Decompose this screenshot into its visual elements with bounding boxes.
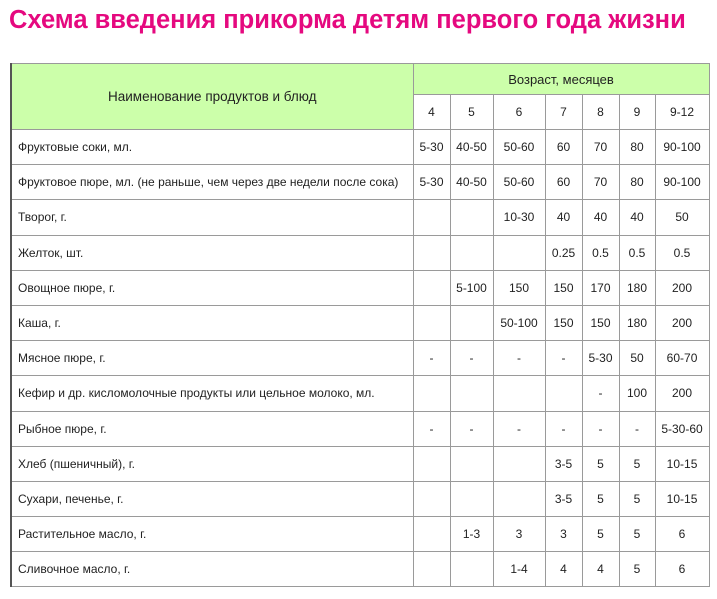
amount-cell: 6 xyxy=(655,517,709,552)
amount-cell: 5-30 xyxy=(413,165,450,200)
product-name-cell: Творог, г. xyxy=(11,200,413,235)
product-name-cell: Рыбное пюре, г. xyxy=(11,411,413,446)
amount-cell: 180 xyxy=(619,305,655,340)
amount-cell xyxy=(493,376,545,411)
amount-cell: 150 xyxy=(545,270,582,305)
month-header: 4 xyxy=(413,95,450,130)
amount-cell: 70 xyxy=(582,130,619,165)
amount-cell: 5-30 xyxy=(413,130,450,165)
month-header: 6 xyxy=(493,95,545,130)
amount-cell: 5-100 xyxy=(450,270,493,305)
amount-cell xyxy=(413,305,450,340)
amount-cell xyxy=(413,270,450,305)
table-row xyxy=(11,270,709,305)
month-header: 9-12 xyxy=(655,95,709,130)
amount-cell: 200 xyxy=(655,376,709,411)
table-row xyxy=(11,341,709,376)
amount-cell: 1-3 xyxy=(450,517,493,552)
amount-cell: 80 xyxy=(619,130,655,165)
product-name-cell: Растительное масло, г. xyxy=(11,517,413,552)
amount-cell: 5 xyxy=(582,446,619,481)
amount-cell: 60 xyxy=(545,130,582,165)
amount-cell: 90-100 xyxy=(655,165,709,200)
amount-cell: - xyxy=(450,411,493,446)
product-name-cell: Кефир и др. кисломолочные продукты или цельное молоко, мл. xyxy=(11,376,413,411)
amount-cell: 150 xyxy=(493,270,545,305)
amount-cell: 180 xyxy=(619,270,655,305)
feeding-schedule-table xyxy=(10,63,710,587)
month-header: 9 xyxy=(619,95,655,130)
table-row xyxy=(11,446,709,481)
amount-cell: 6 xyxy=(655,552,709,587)
amount-cell xyxy=(493,235,545,270)
amount-cell: - xyxy=(493,341,545,376)
amount-cell: 5-30 xyxy=(582,341,619,376)
table-row xyxy=(11,517,709,552)
amount-cell: 60 xyxy=(545,165,582,200)
amount-cell xyxy=(413,481,450,516)
amount-cell xyxy=(450,235,493,270)
amount-cell: 5 xyxy=(582,481,619,516)
amount-cell: 10-30 xyxy=(493,200,545,235)
age-column-header: Возраст, месяцев xyxy=(413,64,709,95)
month-header: 7 xyxy=(545,95,582,130)
amount-cell: 5 xyxy=(619,446,655,481)
amount-cell: 40-50 xyxy=(450,130,493,165)
amount-cell xyxy=(413,376,450,411)
amount-cell: 3-5 xyxy=(545,481,582,516)
amount-cell: 3 xyxy=(493,517,545,552)
amount-cell: 0.5 xyxy=(582,235,619,270)
product-name-cell: Фруктовое пюре, мл. (не раньше, чем через две недели после сока) xyxy=(11,165,413,200)
amount-cell: 10-15 xyxy=(655,481,709,516)
product-name-cell: Каша, г. xyxy=(11,305,413,340)
amount-cell xyxy=(450,552,493,587)
table-row xyxy=(11,411,709,446)
amount-cell: 5 xyxy=(619,517,655,552)
amount-cell: 40 xyxy=(545,200,582,235)
amount-cell: 60-70 xyxy=(655,341,709,376)
amount-cell: 40 xyxy=(619,200,655,235)
amount-cell xyxy=(493,446,545,481)
amount-cell: - xyxy=(413,341,450,376)
amount-cell: - xyxy=(413,411,450,446)
amount-cell xyxy=(413,552,450,587)
amount-cell: 5 xyxy=(619,481,655,516)
table-row xyxy=(11,376,709,411)
amount-cell: - xyxy=(582,376,619,411)
product-name-cell: Овощное пюре, г. xyxy=(11,270,413,305)
table-body xyxy=(11,130,709,587)
amount-cell xyxy=(545,376,582,411)
amount-cell xyxy=(450,200,493,235)
amount-cell: 50-100 xyxy=(493,305,545,340)
amount-cell xyxy=(413,200,450,235)
amount-cell xyxy=(450,481,493,516)
product-name-cell: Сухари, печенье, г. xyxy=(11,481,413,516)
amount-cell xyxy=(450,305,493,340)
amount-cell: - xyxy=(619,411,655,446)
amount-cell: 170 xyxy=(582,270,619,305)
amount-cell: - xyxy=(545,341,582,376)
product-column-header: Наименование продуктов и блюд xyxy=(11,64,413,130)
page-title: Схема введения прикорма детям первого года жизни xyxy=(9,6,686,34)
amount-cell: 150 xyxy=(545,305,582,340)
amount-cell: 0.5 xyxy=(619,235,655,270)
product-name-cell: Хлеб (пшеничный), г. xyxy=(11,446,413,481)
month-header: 5 xyxy=(450,95,493,130)
amount-cell: 50 xyxy=(619,341,655,376)
amount-cell: 5-30-60 xyxy=(655,411,709,446)
amount-cell: 70 xyxy=(582,165,619,200)
amount-cell: 200 xyxy=(655,270,709,305)
amount-cell: - xyxy=(493,411,545,446)
table-row xyxy=(11,552,709,587)
amount-cell: 40-50 xyxy=(450,165,493,200)
amount-cell: 5 xyxy=(582,517,619,552)
amount-cell: 1-4 xyxy=(493,552,545,587)
amount-cell: 40 xyxy=(582,200,619,235)
table-row xyxy=(11,165,709,200)
amount-cell: 10-15 xyxy=(655,446,709,481)
amount-cell: 50-60 xyxy=(493,165,545,200)
table-row xyxy=(11,305,709,340)
product-name-cell: Желток, шт. xyxy=(11,235,413,270)
amount-cell: - xyxy=(545,411,582,446)
amount-cell xyxy=(413,517,450,552)
month-header: 8 xyxy=(582,95,619,130)
amount-cell: 50 xyxy=(655,200,709,235)
amount-cell: 80 xyxy=(619,165,655,200)
amount-cell: 4 xyxy=(545,552,582,587)
amount-cell: 0.5 xyxy=(655,235,709,270)
amount-cell: 3 xyxy=(545,517,582,552)
table-row xyxy=(11,200,709,235)
amount-cell: 50-60 xyxy=(493,130,545,165)
amount-cell: 150 xyxy=(582,305,619,340)
table-row xyxy=(11,481,709,516)
amount-cell: 5 xyxy=(619,552,655,587)
table-row xyxy=(11,130,709,165)
product-name-cell: Мясное пюре, г. xyxy=(11,341,413,376)
amount-cell: 200 xyxy=(655,305,709,340)
amount-cell: 90-100 xyxy=(655,130,709,165)
amount-cell: 100 xyxy=(619,376,655,411)
amount-cell: - xyxy=(450,341,493,376)
table-row xyxy=(11,235,709,270)
amount-cell: 0.25 xyxy=(545,235,582,270)
product-name-cell: Фруктовые соки, мл. xyxy=(11,130,413,165)
amount-cell: - xyxy=(582,411,619,446)
product-name-cell: Сливочное масло, г. xyxy=(11,552,413,587)
amount-cell: 4 xyxy=(582,552,619,587)
amount-cell: 3-5 xyxy=(545,446,582,481)
amount-cell xyxy=(413,446,450,481)
amount-cell xyxy=(450,376,493,411)
amount-cell xyxy=(493,481,545,516)
amount-cell xyxy=(413,235,450,270)
amount-cell xyxy=(450,446,493,481)
